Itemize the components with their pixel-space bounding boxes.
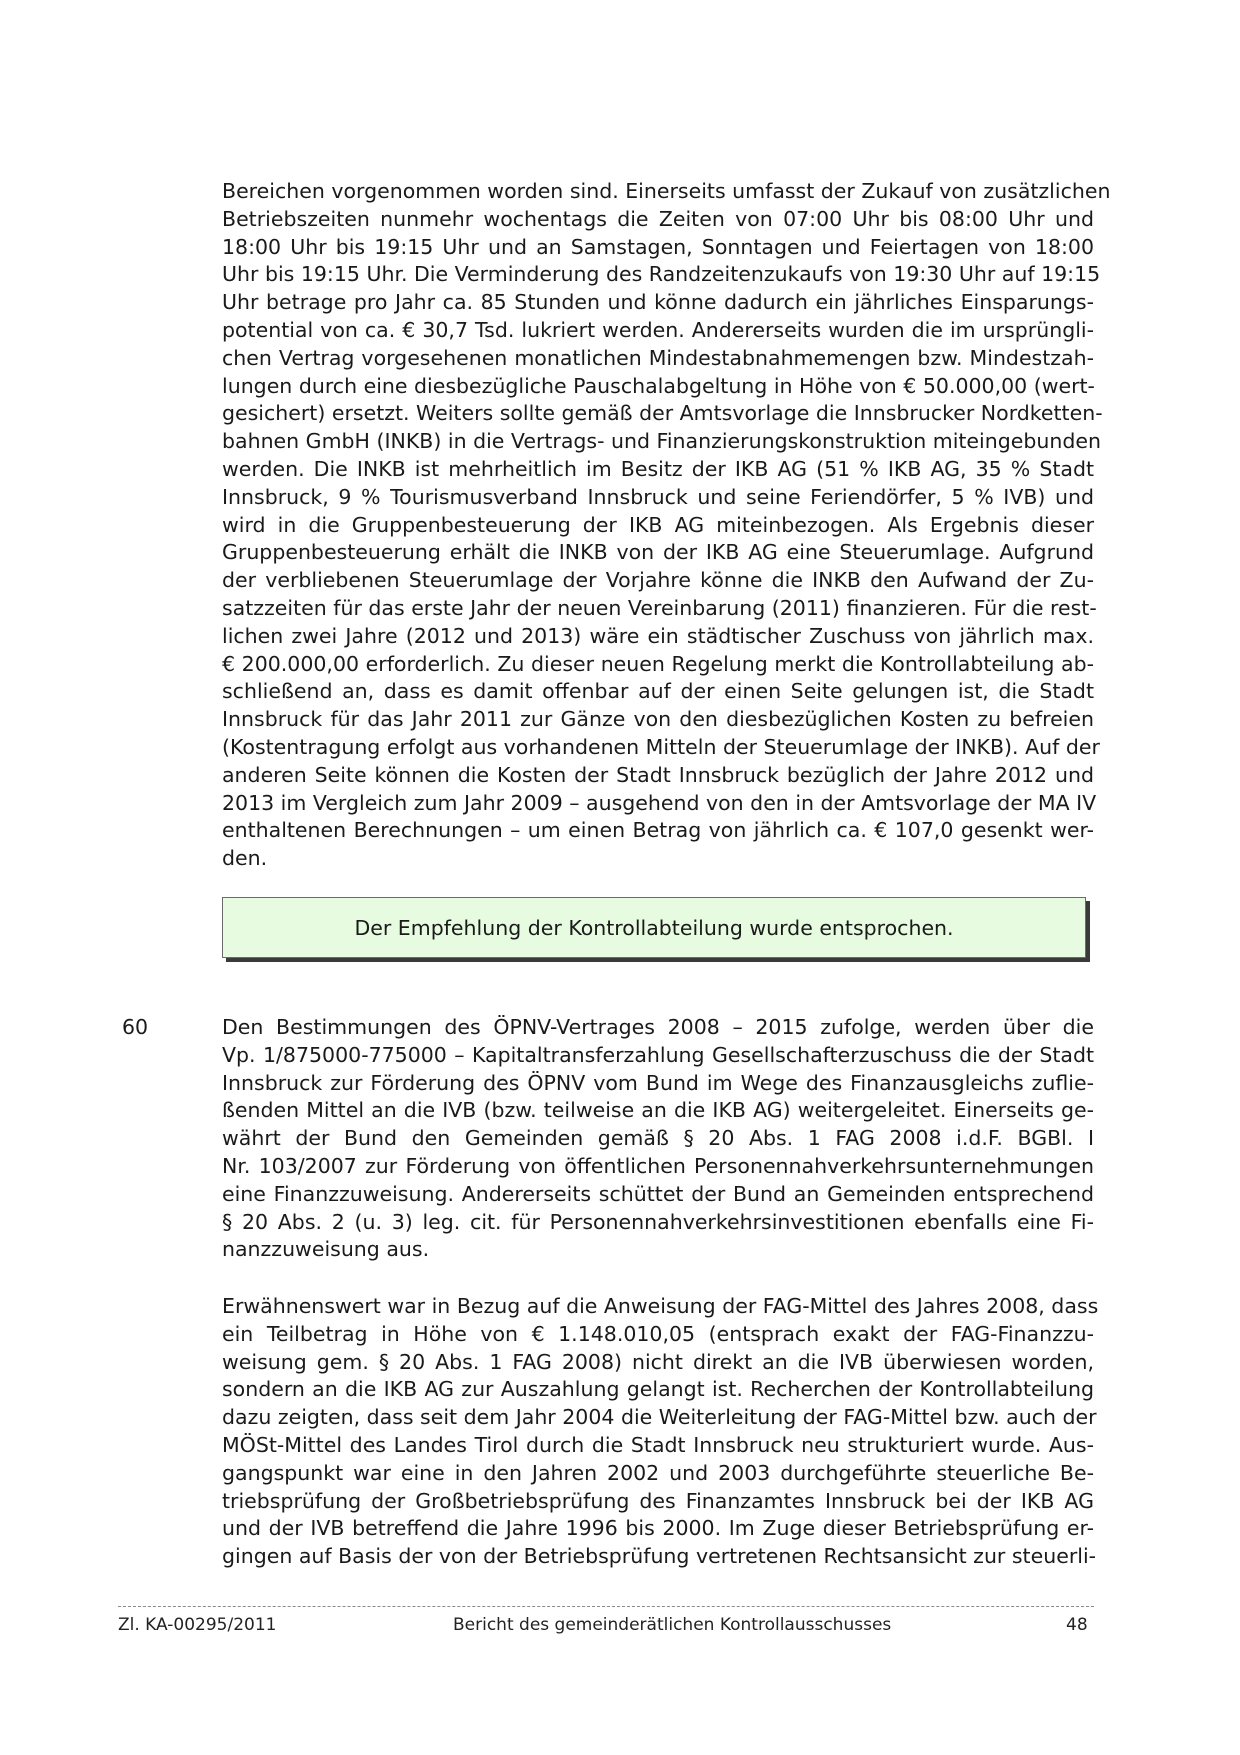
text-line: dazu zeigten, dass seit dem Jahr 2004 die Weiterleitung der FAG-Mittel bzw. auch der [222, 1405, 1097, 1430]
text-line: Innsbruck für das Jahr 2011 zur Gänze von den diesbezüglichen Kosten zu befreien [222, 707, 1094, 732]
footer-divider [118, 1606, 1094, 1607]
footer-page-number: 48 [1066, 1615, 1088, 1635]
text-line: Vp. 1/875000-775000 – Kapitaltransferzahlung Gesellschafterzuschuss die der Stadt [222, 1042, 1094, 1067]
recommendation-box [222, 897, 1086, 958]
text-line: nanzzuweisung aus. [222, 1237, 430, 1262]
text-line: sondern an die IKB AG zur Auszahlung gelangt ist. Recherchen der Kontrollabteilung [222, 1377, 1094, 1402]
text-line: der verbliebenen Steuerumlage der Vorjahre könne die INKB den Aufwand der Zu- [222, 568, 1094, 593]
text-line: Den Bestimmungen des ÖPNV-Vertrages 2008 – 2015 zufolge, werden über die [222, 1015, 1094, 1039]
text-line: gingen auf Basis der von der Betriebsprüfung vertretenen Rechtsansicht zur steuerli- [222, 1544, 1097, 1569]
text-line: 2013 im Vergleich zum Jahr 2009 – ausgehend von den in der Amtsvorlage der MA IV [222, 790, 1097, 815]
text-line: (Kostentragung erfolgt aus vorhandenen Mitteln der Steuerumlage der INKB). Auf der [222, 734, 1100, 759]
text-line: Nr. 103/2007 zur Förderung von öffentlichen Personennahverkehrsunternehmungen [222, 1153, 1094, 1178]
text-line: den. [222, 846, 268, 871]
footer-title: Bericht des gemeinderätlichen Kontrollausschusses [453, 1615, 892, 1635]
text-line: lungen durch eine diesbezügliche Pauschalabgeltung in Höhe von € 50.000,00 (wert- [222, 373, 1095, 398]
text-line: schließend an, dass es damit offenbar auf der einen Seite gelungen ist, die Stadt [222, 679, 1094, 704]
footer-reference: Zl. KA-00295/2011 [118, 1615, 277, 1635]
paragraph-continuation [222, 178, 1111, 873]
paragraph-section-60 [222, 1014, 1094, 1264]
text-line: ßenden Mittel an die IVB (bzw. teilweise an die IKB AG) weitergeleitet. Einerseits ge- [222, 1098, 1094, 1123]
text-line: anderen Seite können die Kosten der Stadt Innsbruck bezüglich der Jahre 2012 und [222, 762, 1094, 787]
text-line: Gruppenbesteuerung erhält die INKB von der IKB AG eine Steuerumlage. Aufgrund [222, 540, 1094, 565]
text-line: 18:00 Uhr bis 19:15 Uhr und an Samstagen, Sonntagen und Feiertagen von 18:00 [222, 234, 1094, 259]
text-line: bahnen GmbH (INKB) in die Vertrags- und Finanzierungskonstruktion miteingebunden [222, 429, 1101, 454]
text-line: Uhr bis 19:15 Uhr. Die Verminderung des Randzeitenzukaufs von 19:30 Uhr auf 19:15 [222, 262, 1101, 287]
paragraph-fag-funds [222, 1293, 1099, 1571]
text-line: Bereichen vorgenommen worden sind. Einerseits umfasst der Zukauf von zusätzlichen [222, 179, 1111, 203]
text-line: triebsprüfung der Großbetriebsprüfung des Finanzamtes Innsbruck bei der IKB AG [222, 1488, 1094, 1513]
text-line: MÖSt-Mittel des Landes Tirol durch die Stadt Innsbruck neu strukturiert wurde. Aus- [222, 1432, 1094, 1457]
text-line: Uhr betrage pro Jahr ca. 85 Stunden und könne dadurch ein jährliches Einsparungs- [222, 290, 1094, 315]
text-line: gangspunkt war eine in den Jahren 2002 und 2003 durchgeführte steuerliche Be- [222, 1460, 1094, 1485]
text-line: ein Teilbetrag in Höhe von € 1.148.010,05 (entsprach exakt der FAG-Finanzzu- [222, 1321, 1094, 1346]
text-line: weisung gem. § 20 Abs. 1 FAG 2008) nicht direkt an die IVB überwiesen worden, [222, 1349, 1094, 1374]
text-line: lichen zwei Jahre (2012 und 2013) wäre ein städtischer Zuschuss von jährlich max. [222, 623, 1094, 648]
text-line: Innsbruck zur Förderung des ÖPNV vom Bund im Wege des Finanzausgleichs zuflie- [222, 1070, 1094, 1095]
text-line: und der IVB betreffend die Jahre 1996 bis 2000. Im Zuge dieser Betriebsprüfung er- [222, 1516, 1094, 1541]
text-line: satzzeiten für das erste Jahr der neuen Vereinbarung (2011) finanzieren. Für die rest- [222, 595, 1097, 620]
text-line: Betriebszeiten nunmehr wochentags die Zeiten von 07:00 Uhr bis 08:00 Uhr und [222, 206, 1094, 231]
text-line: € 200.000,00 erforderlich. Zu dieser neuen Regelung merkt die Kontrollabteilung ab- [222, 651, 1094, 676]
text-line: Innsbruck, 9 % Tourismusverband Innsbruck und seine Feriendörfer, 5 % IVB) und [222, 484, 1094, 509]
text-line: potential von ca. € 30,7 Tsd. lukriert werden. Andererseits wurden die im ursprüngli- [222, 317, 1094, 342]
text-line: Erwähnenswert war in Bezug auf die Anweisung der FAG-Mittel des Jahres 2008, dass [222, 1294, 1099, 1318]
text-line: wird in die Gruppenbesteuerung der IKB AG miteinbezogen. Als Ergebnis dieser [222, 512, 1094, 537]
text-line: chen Vertrag vorgesehenen monatlichen Mindestabnahmemengen bzw. Mindestzah- [222, 345, 1094, 370]
text-line: § 20 Abs. 2 (u. 3) leg. cit. für Personennahverkehrsinvestitionen ebenfalls eine Fi- [222, 1209, 1094, 1234]
text-line: werden. Die INKB ist mehrheitlich im Besitz der IKB AG (51 % IKB AG, 35 % Stadt [222, 456, 1094, 481]
text-line: eine Finanzzuweisung. Andererseits schüttet der Bund an Gemeinden entsprechend [222, 1181, 1094, 1206]
text-line: enthaltenen Berechnungen – um einen Betrag von jährlich ca. € 107,0 gesenkt wer- [222, 818, 1094, 843]
text-line: gesichert) ersetzt. Weiters sollte gemäß der Amtsvorlage die Innsbrucker Nordketten- [222, 401, 1103, 426]
section-number: 60 [122, 1015, 149, 1039]
text-line: währt der Bund den Gemeinden gemäß § 20 Abs. 1 FAG 2008 i.d.F. BGBl. I [222, 1126, 1094, 1151]
recommendation-text: Der Empfehlung der Kontrollabteilung wurde entsprochen. [354, 915, 954, 940]
